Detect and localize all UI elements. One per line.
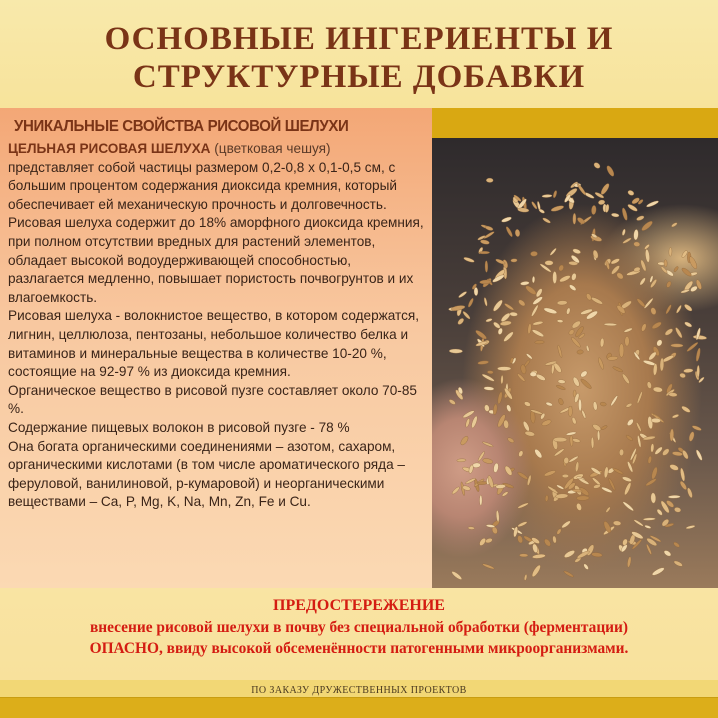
lead-term: ЦЕЛЬНАЯ РИСОВАЯ ШЕЛУХА [8,141,211,156]
paragraph-1 [8,140,430,214]
rice-husk-texture [432,138,718,588]
title-line-1: ОСНОВНЫЕ ИНГЕРИЕНТЫ И [104,21,614,57]
warning-block [0,588,718,680]
header [0,0,718,108]
paragraph-5: Содержание пищевых волокон в рисовой пузге - 78 % [8,419,350,435]
title-line-2: СТРУКТУРНЫЕ ДОБАВКИ [132,59,586,95]
warning-text-line-2: ОПАСНО, ввиду высокой обсеменённости патогенными микроорганизмами. [89,640,629,657]
panel-body [8,140,430,512]
footer-bar [0,680,718,698]
warning-text-line-1: внесение рисовой шелухи в почву без специальной обработки (ферментации) [89,619,629,636]
paragraph-6: Она богата органическими соединениями – азотом, сахаром, органическими кислотами (в том числе ароматического ряда – феруловой, ванилиновой, р-кумаровой) и неорганическими веществами – Ca, P, Mg, K, Na, Mn, Zn, Fe и Cu. [8,438,405,510]
rice-husk-photo [432,138,718,588]
paragraph-2: Рисовая шелуха содержит до 18% аморфного диоксида кремния, при полном отсутствии вредных для растений элементов, обладает высокой водоудерживающей способностью, разлагается медленно, повышает пористость почвогрунтов и их влагоемкость. [8,215,424,305]
paragraph-4: Органическое вещество в рисовой пузге составляет около 70-85 %. [8,382,417,417]
page-title [0,20,718,96]
accent-band [432,108,718,138]
lead-note: (цветковая чешуя) [210,141,331,156]
paragraph-3: Рисовая шелуха - волокнистое вещество, в котором содержатся, лигнин, целлюлоза, пентозаны, небольшое количество белка и витаминов и минеральные вещества в количестве 10-20 %, состоящие на 92-97 % из диоксида кремния. [8,308,420,380]
panel-heading: УНИКАЛЬНЫЕ СВОЙСТВА РИСОВОЙ ШЕЛУХИ [14,118,349,135]
paragraph-1-text: представляет собой частицы размером 0,2-0,8 х 0,1-0,5 см, с большим процентом содержания диоксида кремния, который обеспечивает ей механическую прочность и долговечность. [8,159,397,212]
footer-text: ПО ЗАКАЗУ ДРУЖЕСТВЕННЫХ ПРОЕКТОВ [251,685,467,696]
warning-title: ПРЕДОСТЕРЕЖЕНИЕ [273,597,445,614]
footer [0,680,718,718]
